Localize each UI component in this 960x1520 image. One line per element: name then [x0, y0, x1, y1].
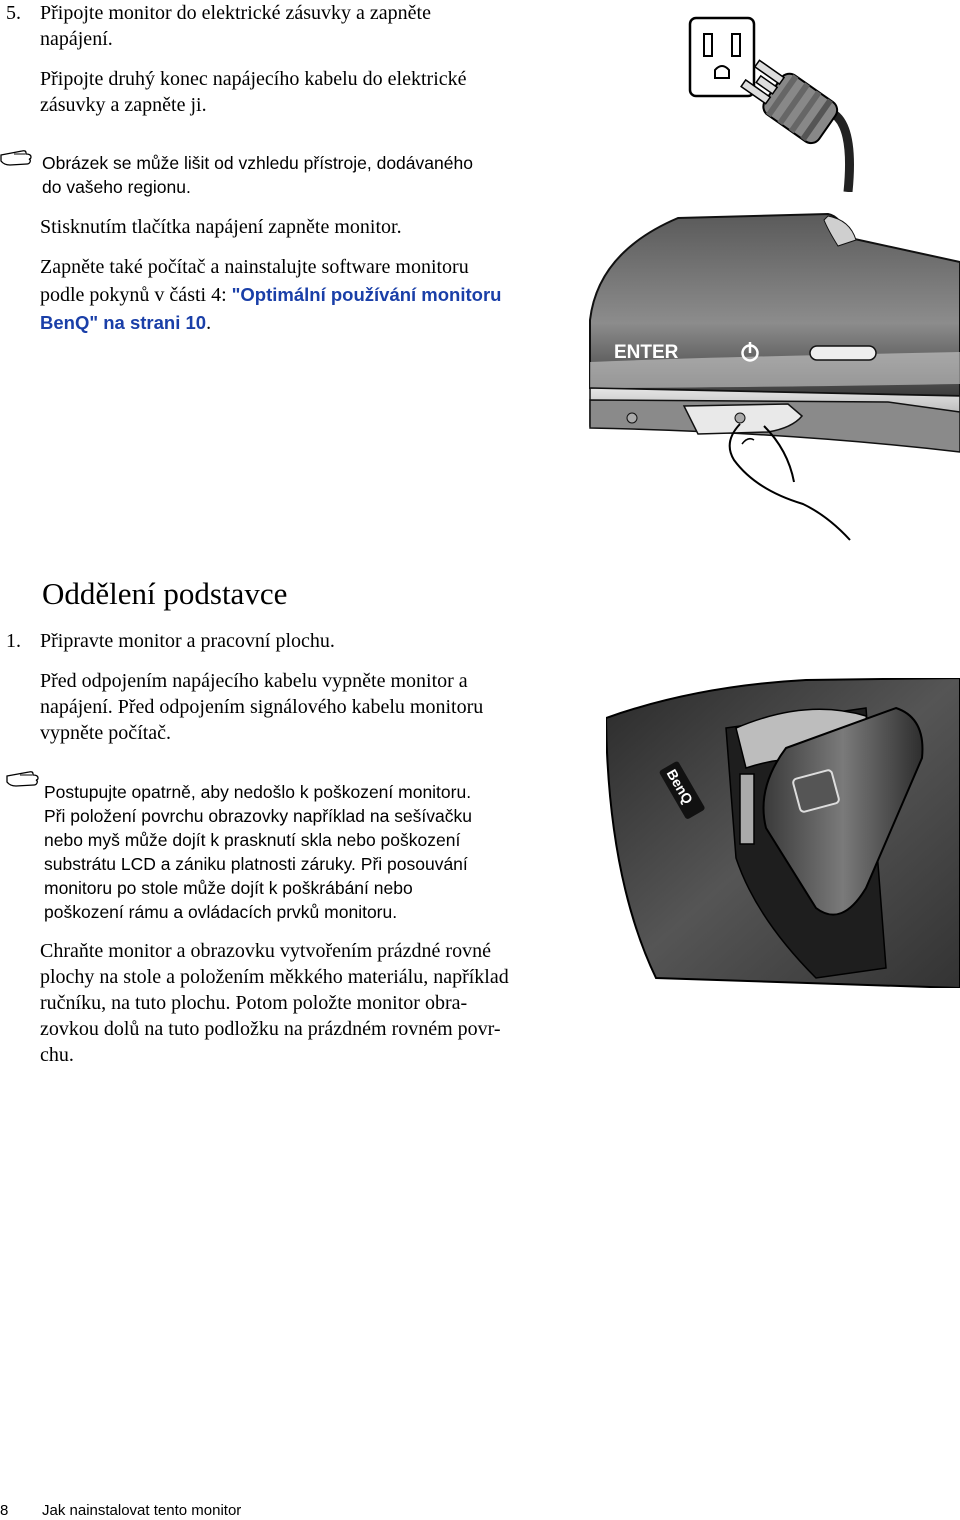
pointing-hand-icon [6, 768, 42, 788]
enter-label: ENTER [614, 342, 679, 363]
step-5-paragraph-3: Zapněte také počítač a nainstalujte software monitoru podle pokynů v části 4: "Optimální používání monitoru BenQ" na strani 10. [40, 256, 502, 334]
step-5-title: 5. Připojte monitor do elektrické zásuvky a zapněte napájení. [6, 2, 431, 50]
monitor-power-button-illustration [588, 212, 960, 542]
note-1: Obrázek se může lišit od vzhledu přístroje, dodávaného do vašeho regionu. [42, 153, 473, 197]
section-heading: Oddělení podstavce [42, 576, 288, 611]
step-1-paragraph-1: Před odpojením napájecího kabelu vypněte monitor a napájení. Před odpojením signálového kabelu monitoru vypněte počítač. [40, 670, 484, 744]
svg-text:BenQ: BenQ [663, 766, 697, 807]
page-number: 8 [0, 1502, 9, 1519]
cross-reference-link-continued[interactable]: BenQ" na strani 10 [40, 312, 207, 333]
step-5-paragraph-2: Stisknutím tlačítka napájení zapněte monitor. [40, 216, 402, 238]
note-2: Postupujte opatrně, aby nedošlo k poškození monitoru. Při položení povrchu obrazovky například na sešívačku nebo myš může dojít k prasknutí skla nebo poškození substrátu LCD a zániku platnosti záruky. Při posouvání monitoru po stole může dojít k poškrábání nebo poškození rámu a ovládacích prvků monitoru. [44, 782, 473, 922]
monitor-stand-illustration [606, 678, 960, 988]
step-1-title: 1. Připravte monitor a pracovní plochu. [6, 630, 335, 652]
page-footer [0, 1502, 400, 1520]
step-number: 5. [6, 2, 21, 24]
step-number: 1. [6, 630, 21, 652]
step-5-paragraph-1: Připojte druhý konec napájecího kabelu do elektrické zásuvky a zapněte ji. [40, 68, 467, 116]
step-1-paragraph-2: Chraňte monitor a obrazovku vytvořením prázdné rovné plochy na stole a položením měkkého materiálu, například ručníku, na tuto plochu. Potom položte monitor obra- zovkou dolů na tuto podložku na prázdném rovném povr- chu. [40, 940, 509, 1066]
power-plug-illustration [680, 12, 870, 192]
pointing-hand-icon [0, 147, 34, 167]
cross-reference-link[interactable]: "Optimální používání monitoru [231, 284, 502, 305]
chapter-title: Jak nainstalovat tento monitor [42, 1502, 242, 1519]
